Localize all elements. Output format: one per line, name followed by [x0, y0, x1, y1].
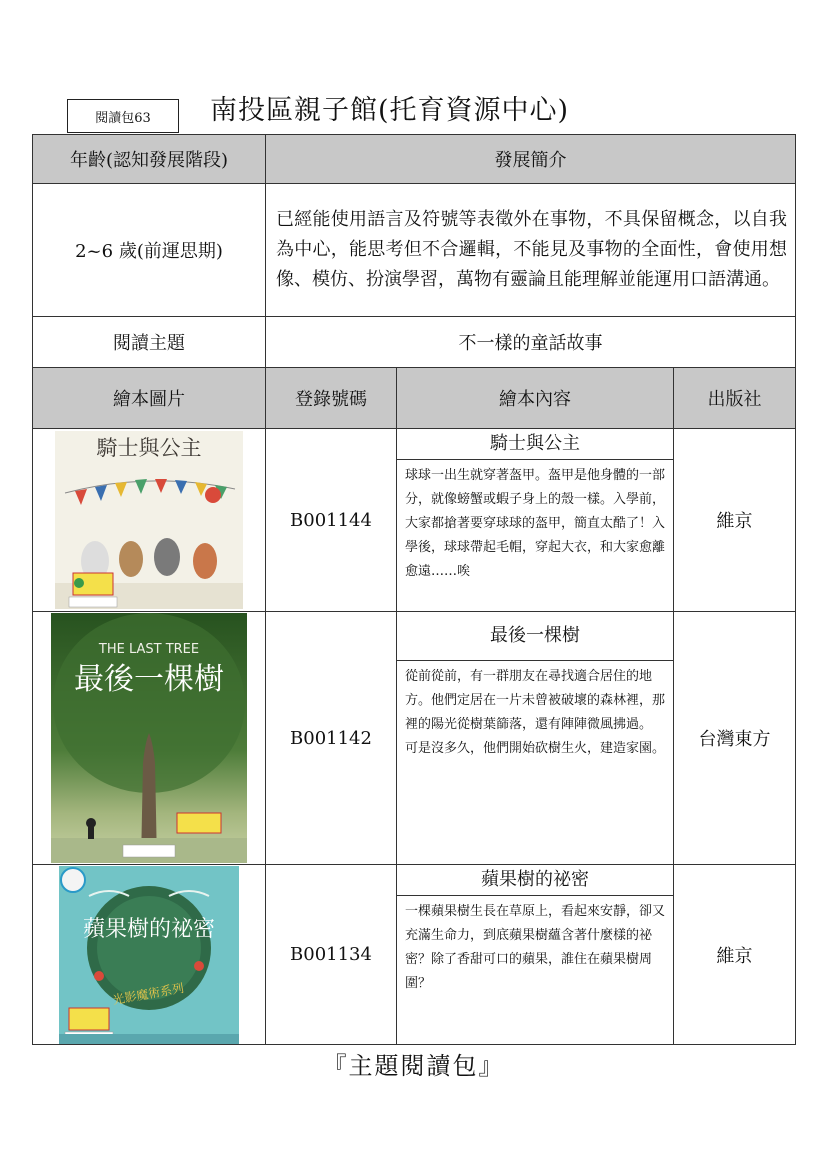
info-table — [32, 134, 796, 1045]
theme-label: 閱讀主題 — [33, 317, 266, 368]
publisher: 維京 — [674, 429, 796, 612]
cover-illustration — [59, 866, 239, 1044]
col-header-image: 繪本圖片 — [33, 368, 266, 429]
publisher: 台灣東方 — [674, 612, 796, 865]
footer-label: 『主題閱讀包』 — [322, 1052, 505, 1080]
cover-title: 蘋果樹的祕密 — [82, 916, 216, 942]
reg-number: B001144 — [266, 429, 397, 612]
book-cover-image — [59, 866, 239, 1044]
pack-label: 閱讀包63 — [67, 99, 179, 133]
table-row — [33, 865, 796, 1045]
reg-number: B001134 — [266, 865, 397, 1045]
reg-number: B001142 — [266, 612, 397, 865]
book-title: 蘋果樹的祕密 — [397, 865, 673, 896]
publisher: 維京 — [674, 865, 796, 1045]
book-summary: 一棵蘋果樹生長在草原上，看起來安靜，卻又充滿生命力，到底蘋果樹蘊含著什麼樣的祕密？除了香甜可口的蘋果，誰住在蘋果樹周圍？ — [405, 904, 666, 991]
col-header-publisher: 出版社 — [674, 368, 796, 429]
dev-header: 發展簡介 — [266, 135, 796, 184]
book-cover-image — [51, 613, 247, 863]
age-value: 2~6 歲(前運思期) — [33, 184, 266, 317]
dev-text: 已經能使用語言及符號等表徵外在事物，不具保留概念，以自我為中心，能思考但不合邏輯，不能見及事物的全面性，會使用想像、模仿、扮演學習，萬物有靈論且能理解並能運用口語溝通。 — [266, 184, 796, 317]
book-title: 騎士與公主 — [397, 429, 673, 460]
cover-illustration — [51, 613, 247, 863]
book-cover-image — [55, 431, 243, 609]
page-title: 南投區親子館(托育資源中心) — [210, 95, 570, 126]
cover-title: 最後一棵樹 — [74, 662, 224, 697]
col-header-reg-no: 登錄號碼 — [266, 368, 397, 429]
book-summary: 球球一出生就穿著盔甲。盔甲是他身體的一部分，就像螃蟹或蝦子身上的殼一樣。入學前，大家都搶著要穿球球的盔甲，簡直太酷了！入學後，球球帶起毛帽，穿起大衣，和大家愈離愈遠……唉 — [405, 468, 666, 579]
table-row — [33, 429, 796, 612]
table-row — [33, 612, 796, 865]
book-title: 最後一棵樹 — [397, 612, 673, 661]
age-header: 年齡(認知發展階段) — [33, 135, 266, 184]
cover-title-en: THE LAST TREE — [98, 642, 200, 657]
cover-title: 騎士與公主 — [96, 436, 202, 460]
cover-illustration — [55, 431, 243, 609]
theme-value: 不一樣的童話故事 — [266, 317, 796, 368]
col-header-content: 繪本內容 — [397, 368, 674, 429]
cover-series: 光影魔術系列 — [111, 980, 185, 1007]
book-summary: 從前從前，有一群朋友在尋找適合居住的地方。他們定居在一片未曾被破壞的森林裡，那裡的陽光從樹葉篩落，還有陣陣微風拂過。 可是沒多久，他們開始砍樹生火，建造家園。 — [405, 669, 666, 756]
